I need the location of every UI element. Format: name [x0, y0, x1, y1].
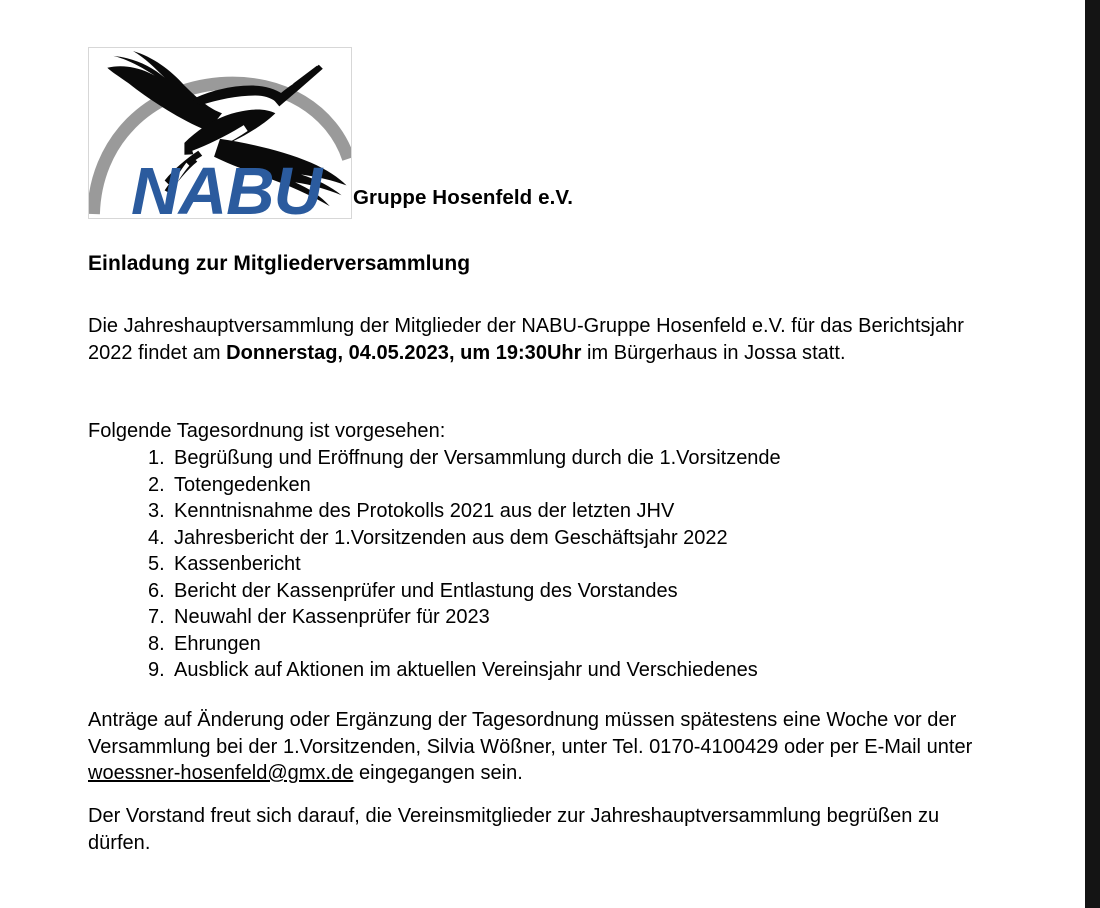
motions-text-after: eingegangen sein.	[353, 762, 523, 784]
list-item	[148, 631, 781, 658]
intro-text-before: Die Jahreshauptversammlung der Mitglieder der NABU-Gruppe Hosenfeld e.V. für das Berichtsjahr 2022 findet am	[88, 315, 964, 364]
meeting-datetime: Donnerstag, 04.05.2023, um 19:30Uhr	[226, 341, 582, 364]
organisation-name: Gruppe Hosenfeld e.V.	[353, 185, 574, 209]
list-item-label: Ausblick auf Aktionen im aktuellen Vereinsjahr und Verschiedenes	[174, 659, 758, 681]
list-item-label: Kassenbericht	[174, 553, 301, 575]
list-item-label: Ehrungen	[174, 632, 261, 655]
list-item-number: 5.	[148, 553, 165, 575]
list-item-number: 1.	[148, 447, 165, 469]
motions-paragraph	[88, 707, 998, 787]
list-item-number: 9.	[148, 659, 165, 681]
email-link[interactable]: woessner-hosenfeld@gmx.de	[88, 762, 354, 784]
nabu-logo	[88, 47, 352, 219]
list-item-number: 2.	[148, 473, 165, 496]
list-item-label: Totengedenken	[174, 473, 311, 496]
list-item-number: 3.	[148, 500, 165, 522]
list-item-label: Bericht der Kassenprüfer und Entlastung des Vorstandes	[174, 579, 678, 602]
list-item	[148, 498, 781, 525]
agenda-lead-in: Folgende Tagesordnung ist vorgesehen:	[88, 420, 446, 442]
list-item-label: Kenntnisnahme des Protokolls 2021 aus der letzten JHV	[174, 500, 675, 522]
list-item	[148, 525, 781, 552]
intro-paragraph	[88, 313, 988, 366]
list-item	[148, 578, 781, 605]
svg-text:NABU: NABU	[131, 154, 322, 218]
closing-paragraph: Der Vorstand freut sich darauf, die Vereinsmitglieder zur Jahreshauptversammlung begrüßen zu dürfen.	[88, 805, 940, 854]
list-item-number: 4.	[148, 526, 165, 549]
list-item-number: 8.	[148, 632, 165, 655]
list-item-number: 6.	[148, 579, 165, 602]
list-item	[148, 657, 781, 684]
page-title: Einladung zur Mitgliederversammlung	[88, 252, 471, 275]
list-item-label: Jahresbericht der 1.Vorsitzenden aus dem Geschäftsjahr 2022	[174, 526, 728, 549]
list-item	[148, 551, 781, 578]
list-item-number: 7.	[148, 606, 165, 628]
list-item	[148, 604, 781, 631]
motions-text-before: Anträge auf Änderung oder Ergänzung der Tagesordnung müssen spätestens eine Woche vor der Versammlung bei der 1.Vorsitzenden, Silvia Wößner, unter Tel. 0170-4100429 oder per E-Mail unter	[88, 709, 973, 758]
agenda-list	[148, 445, 781, 684]
scan-edge-bar	[1085, 0, 1100, 908]
list-item	[148, 445, 781, 472]
intro-text-after: im Bürgerhaus in Jossa statt.	[581, 341, 846, 364]
list-item-label: Neuwahl der Kassenprüfer für 2023	[174, 606, 490, 628]
list-item	[148, 472, 781, 499]
letterhead	[88, 47, 573, 219]
nabu-stork-logo-icon	[89, 48, 351, 218]
list-item-label: Begrüßung und Eröffnung der Versammlung durch die 1.Vorsitzende	[174, 447, 781, 469]
nabu-wordmark	[131, 154, 324, 218]
